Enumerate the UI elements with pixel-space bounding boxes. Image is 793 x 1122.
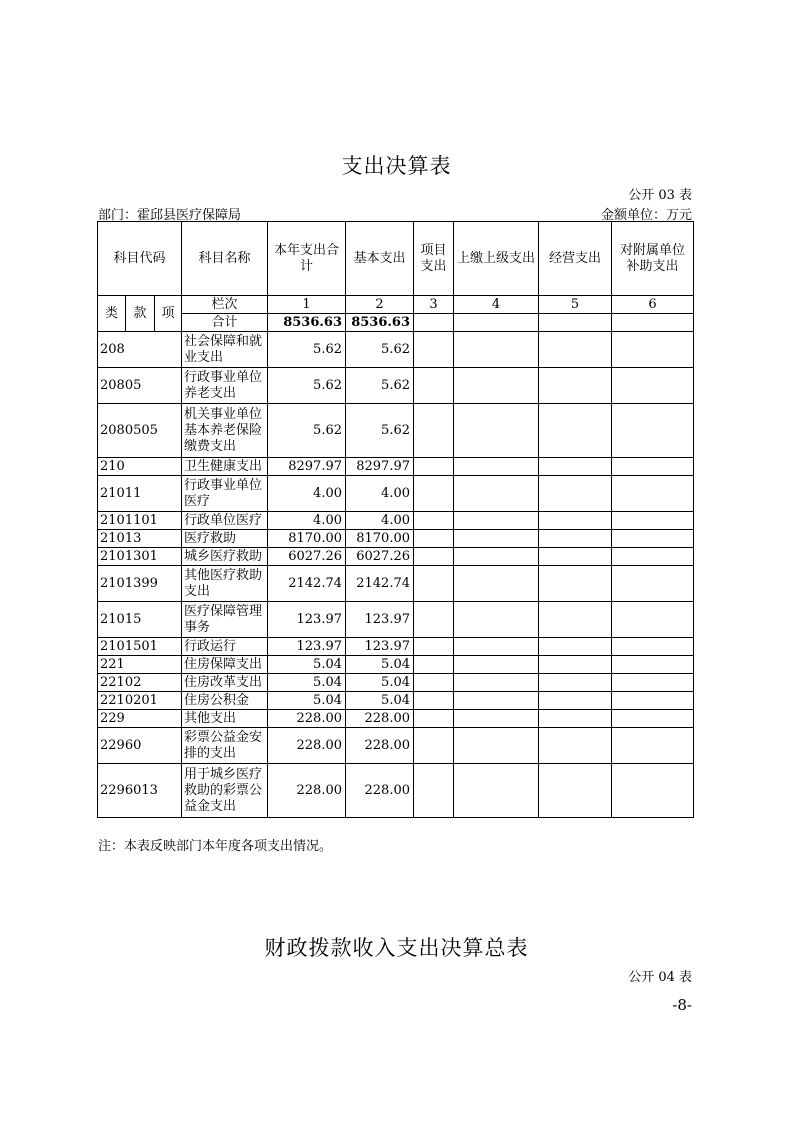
subsidiary-expenditure — [612, 332, 694, 368]
header-project: 项目支出 — [414, 222, 454, 296]
project-expenditure — [414, 476, 454, 512]
subject-code: 21015 — [98, 602, 182, 638]
subject-name: 用于城乡医疗救助的彩票公益金支出 — [182, 764, 268, 818]
header-basic: 基本支出 — [346, 222, 414, 296]
subject-name: 城乡医疗救助 — [182, 548, 268, 566]
header-lei: 类 — [98, 296, 126, 332]
subject-name: 社会保障和就业支出 — [182, 332, 268, 368]
subject-code: 2101399 — [98, 566, 182, 602]
subject-code: 21011 — [98, 476, 182, 512]
subject-name: 机关事业单位基本养老保险缴费支出 — [182, 404, 268, 458]
project-expenditure — [414, 710, 454, 728]
header-xiang: 项 — [155, 296, 182, 332]
header-name: 科目名称 — [182, 222, 268, 296]
project-expenditure — [414, 548, 454, 566]
project-expenditure — [414, 458, 454, 476]
table-row — [98, 710, 694, 728]
header-subsidiary: 对附属单位补助支出 — [612, 222, 694, 296]
business-expenditure — [539, 404, 612, 458]
subsidiary-expenditure — [612, 692, 694, 710]
upper-remittance — [454, 566, 539, 602]
subject-code: 20805 — [98, 368, 182, 404]
project-expenditure — [414, 332, 454, 368]
total-expenditure: 5.04 — [268, 656, 346, 674]
total-expenditure: 123.97 — [268, 638, 346, 656]
header-code: 科目代码 — [98, 222, 182, 296]
table-row — [98, 368, 694, 404]
subject-code: 210 — [98, 458, 182, 476]
subject-code: 22102 — [98, 674, 182, 692]
subject-name: 住房改革支出 — [182, 674, 268, 692]
col-number: 4 — [454, 296, 539, 314]
upper-remittance — [454, 602, 539, 638]
business-expenditure — [539, 548, 612, 566]
subject-name: 彩票公益金安排的支出 — [182, 728, 268, 764]
business-expenditure — [539, 656, 612, 674]
subsidiary-expenditure — [612, 710, 694, 728]
basic-expenditure: 8170.00 — [346, 530, 414, 548]
upper-remittance — [454, 512, 539, 530]
subsidiary-expenditure — [612, 656, 694, 674]
subject-name: 住房保障支出 — [182, 656, 268, 674]
table-row — [98, 602, 694, 638]
table-row — [98, 692, 694, 710]
total-expenditure: 228.00 — [268, 764, 346, 818]
header-business: 经营支出 — [539, 222, 612, 296]
subject-name: 医疗保障管理事务 — [182, 602, 268, 638]
upper-remittance — [454, 548, 539, 566]
business-expenditure — [539, 710, 612, 728]
table-row — [98, 404, 694, 458]
basic-expenditure: 5.04 — [346, 656, 414, 674]
business-expenditure — [539, 512, 612, 530]
project-expenditure — [414, 530, 454, 548]
col-number: 6 — [612, 296, 694, 314]
upper-remittance — [454, 404, 539, 458]
total-expenditure: 4.00 — [268, 476, 346, 512]
subsidiary-expenditure — [612, 548, 694, 566]
project-expenditure — [414, 764, 454, 818]
upper-remittance — [454, 530, 539, 548]
subsidiary-expenditure — [612, 602, 694, 638]
subject-name: 行政事业单位医疗 — [182, 476, 268, 512]
total-expenditure: 2142.74 — [268, 566, 346, 602]
col-number: 5 — [539, 296, 612, 314]
upper-remittance — [454, 458, 539, 476]
total-row — [98, 314, 694, 332]
basic-expenditure: 5.62 — [346, 332, 414, 368]
upper-remittance — [454, 710, 539, 728]
project-expenditure — [414, 638, 454, 656]
table-row — [98, 476, 694, 512]
total-expenditure: 5.62 — [268, 404, 346, 458]
total-expenditure: 5.62 — [268, 332, 346, 368]
header-kuan: 款 — [126, 296, 155, 332]
expenditure-table — [97, 221, 694, 818]
subsidiary-expenditure — [612, 404, 694, 458]
total-expenditure: 123.97 — [268, 602, 346, 638]
subject-name: 住房公积金 — [182, 692, 268, 710]
project-expenditure — [414, 512, 454, 530]
business-expenditure — [539, 530, 612, 548]
subsidiary-expenditure — [612, 530, 694, 548]
header-row — [98, 222, 694, 296]
header-total: 本年支出合计 — [268, 222, 346, 296]
business-expenditure — [539, 332, 612, 368]
table-title: 支出决算表 — [341, 154, 452, 178]
table-row — [98, 458, 694, 476]
table-row — [98, 764, 694, 818]
subsidiary-expenditure — [612, 638, 694, 656]
total-expenditure: 5.04 — [268, 674, 346, 692]
upper-remittance — [454, 728, 539, 764]
subject-name: 行政运行 — [182, 638, 268, 656]
business-expenditure — [539, 602, 612, 638]
table-row — [98, 638, 694, 656]
subject-code: 229 — [98, 710, 182, 728]
column-number-row — [98, 296, 694, 314]
subsidiary-expenditure — [612, 512, 694, 530]
table-row — [98, 674, 694, 692]
upper-remittance — [454, 692, 539, 710]
table-row — [98, 566, 694, 602]
subsidiary-expenditure — [612, 566, 694, 602]
subject-name: 行政单位医疗 — [182, 512, 268, 530]
basic-expenditure: 4.00 — [346, 476, 414, 512]
subject-code: 2101301 — [98, 548, 182, 566]
subject-code: 2210201 — [98, 692, 182, 710]
total-expenditure: 6027.26 — [268, 548, 346, 566]
subject-name: 卫生健康支出 — [182, 458, 268, 476]
col-number: 2 — [346, 296, 414, 314]
subsidiary-expenditure — [612, 368, 694, 404]
total-expenditure: 5.04 — [268, 692, 346, 710]
total-expenditure: 228.00 — [268, 728, 346, 764]
project-expenditure — [414, 692, 454, 710]
basic-expenditure: 228.00 — [346, 728, 414, 764]
basic-expenditure: 123.97 — [346, 602, 414, 638]
subsidiary-expenditure — [612, 674, 694, 692]
business-expenditure — [539, 458, 612, 476]
page-number: -8- — [672, 996, 692, 1014]
basic-expenditure: 6027.26 — [346, 548, 414, 566]
upper-remittance — [454, 476, 539, 512]
business-expenditure — [539, 674, 612, 692]
col-number: 1 — [268, 296, 346, 314]
upper-remittance — [454, 368, 539, 404]
upper-remittance — [454, 332, 539, 368]
subsidiary-expenditure — [612, 476, 694, 512]
amount-unit-label: 金额单位：万元 — [600, 208, 692, 223]
total-label: 合计 — [182, 314, 268, 332]
project-expenditure — [414, 728, 454, 764]
subject-code: 2101501 — [98, 638, 182, 656]
subject-code: 22960 — [98, 728, 182, 764]
subject-code: 21013 — [98, 530, 182, 548]
basic-expenditure: 4.00 — [346, 512, 414, 530]
business-expenditure — [539, 728, 612, 764]
subsidiary-expenditure — [612, 764, 694, 818]
basic-expenditure: 5.62 — [346, 404, 414, 458]
header-lanci: 栏次 — [182, 296, 268, 314]
subject-name: 行政事业单位养老支出 — [182, 368, 268, 404]
business-expenditure — [539, 368, 612, 404]
project-expenditure — [414, 566, 454, 602]
subject-code: 221 — [98, 656, 182, 674]
upper-remittance — [454, 638, 539, 656]
subject-code: 208 — [98, 332, 182, 368]
total-expenditure: 5.62 — [268, 368, 346, 404]
project-expenditure — [414, 368, 454, 404]
basic-expenditure: 123.97 — [346, 638, 414, 656]
basic-expenditure: 228.00 — [346, 710, 414, 728]
business-expenditure — [539, 764, 612, 818]
total-basic-amount: 8536.63 — [346, 314, 414, 332]
subject-name: 其他医疗救助支出 — [182, 566, 268, 602]
subject-code: 2080505 — [98, 404, 182, 458]
upper-remittance — [454, 674, 539, 692]
basic-expenditure: 228.00 — [346, 764, 414, 818]
project-expenditure — [414, 404, 454, 458]
subsidiary-expenditure — [612, 728, 694, 764]
project-expenditure — [414, 656, 454, 674]
next-public-table-number: 公开 04 表 — [628, 970, 692, 985]
table-row — [98, 512, 694, 530]
subsidiary-expenditure — [612, 458, 694, 476]
table-note: 注：本表反映部门本年度各项支出情况。 — [98, 839, 333, 854]
table-row — [98, 332, 694, 368]
subject-name: 其他支出 — [182, 710, 268, 728]
total-expenditure: 8170.00 — [268, 530, 346, 548]
header-upper: 上缴上级支出 — [454, 222, 539, 296]
business-expenditure — [539, 638, 612, 656]
subject-code: 2296013 — [98, 764, 182, 818]
basic-expenditure: 5.04 — [346, 692, 414, 710]
basic-expenditure: 5.04 — [346, 674, 414, 692]
basic-expenditure: 5.62 — [346, 368, 414, 404]
business-expenditure — [539, 566, 612, 602]
total-amount: 8536.63 — [268, 314, 346, 332]
total-expenditure: 8297.97 — [268, 458, 346, 476]
business-expenditure — [539, 692, 612, 710]
project-expenditure — [414, 674, 454, 692]
table-row — [98, 656, 694, 674]
project-expenditure — [414, 602, 454, 638]
upper-remittance — [454, 764, 539, 818]
next-table-title: 财政拨款收入支出决算总表 — [264, 936, 529, 960]
basic-expenditure: 2142.74 — [346, 566, 414, 602]
table-row — [98, 530, 694, 548]
upper-remittance — [454, 656, 539, 674]
department-label: 部门：霍邱县医疗保障局 — [98, 208, 242, 223]
col-number: 3 — [414, 296, 454, 314]
total-expenditure: 4.00 — [268, 512, 346, 530]
table-row — [98, 728, 694, 764]
public-table-number: 公开 03 表 — [628, 188, 692, 203]
subject-code: 2101101 — [98, 512, 182, 530]
basic-expenditure: 8297.97 — [346, 458, 414, 476]
subject-name: 医疗救助 — [182, 530, 268, 548]
business-expenditure — [539, 476, 612, 512]
table-row — [98, 548, 694, 566]
total-expenditure: 228.00 — [268, 710, 346, 728]
